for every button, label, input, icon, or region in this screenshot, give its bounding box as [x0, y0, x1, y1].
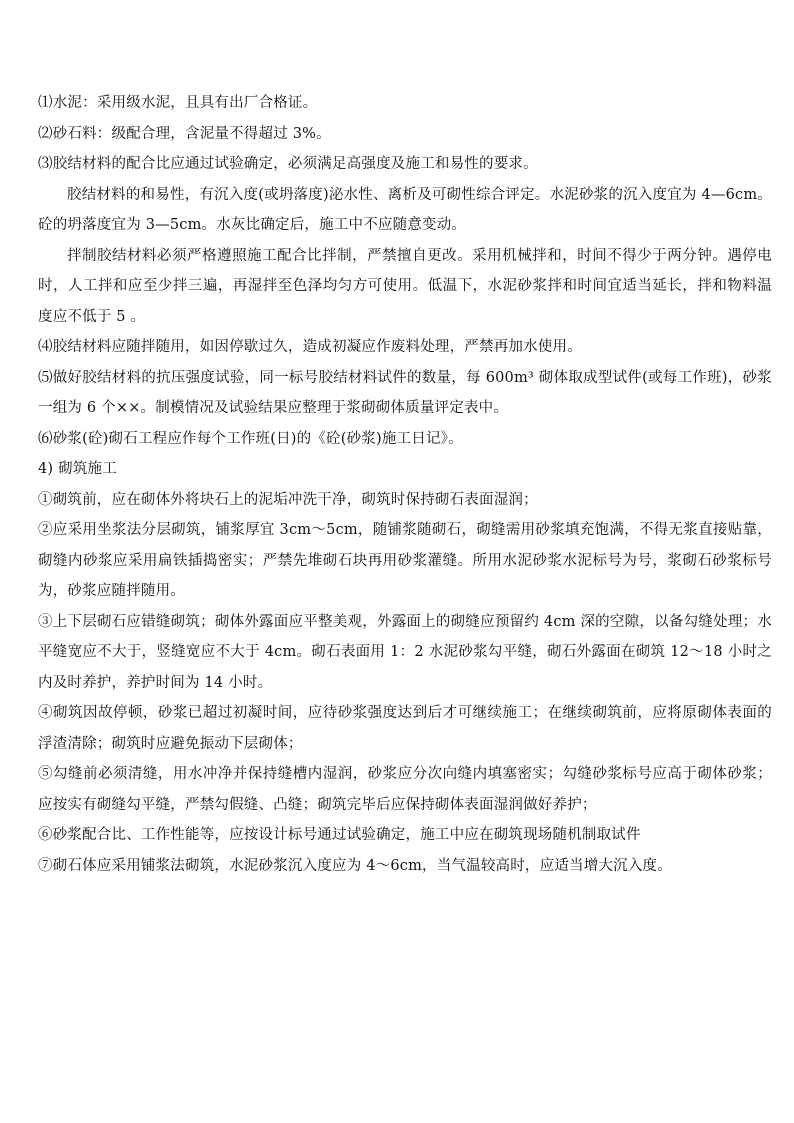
paragraph-use-immediately: ⑷胶结材料应随拌随用，如因停歇过久，造成初凝应作废料处理，严禁再加水使用。: [38, 339, 582, 355]
paragraph-strength-test: ⑸做好胶结材料的抗压强度试验，同一标号胶结材料试件的数量，每 600m³ 砌体取成型试件(或每工作班)，砂浆一组为 6 个××。制模情况及试验结果应整理于浆砌砌体质量评定表中。: [38, 369, 772, 416]
document-body: [38, 88, 772, 881]
paragraph-construction-log: ⑹砂浆(砼)砌石工程应作每个工作班(日)的《砼(砂浆)施工日记》。: [38, 430, 463, 447]
paragraph-item-4: ④砌筑因故停顿，砂浆已超过初凝时间，应待砂浆强度达到后才可继续施工；在继续砌筑前，应将原砌体表面的浮渣清除；砌筑时应避免振动下层砌体；: [38, 705, 772, 752]
paragraph-cement: ⑴水泥：采用级水泥，且具有出厂合格证。: [38, 95, 318, 111]
section-heading-masonry: 4) 砌筑施工: [38, 461, 117, 477]
paragraph-item-6: ⑥砂浆配合比、工作性能等，应按设计标号通过试验确定，施工中应在砌筑现场随机制取试件: [38, 827, 641, 843]
paragraph-workability: 胶结材料的和易性，有沉入度(或坍落度)泌水性、离析及可砌性综合评定。水泥砂浆的沉入度宜为 4—6cm。砼的坍落度宜为 3—5cm。水灰比确定后，施工中不应随意变动。: [38, 186, 772, 233]
paragraph-item-2: ②应采用坐浆法分层砌筑，铺浆厚宜 3cm～5cm，随铺浆随砌石，砌缝需用砂浆填充饱满，不得无浆直接贴靠，砌缝内砂浆应采用扁铁插捣密实；严禁先堆砌石块再用砂浆灌缝。所用水泥砂浆水泥标号为号，浆砌石砂浆标号为，砂浆应随拌随用。: [38, 522, 772, 599]
paragraph-item-3: ③上下层砌石应错缝砌筑；砌体外露面应平整美观，外露面上的砌缝应预留约 4cm 深的空隙，以备勾缝处理；水平缝宽应不大于，竖缝宽应不大于 4cm。砌石表面用 1：2 水泥砂浆勾平缝，砌石外露面在砌筑 12～18 小时之内及时养护，养护时间为 14 小时。: [38, 613, 772, 691]
paragraph-sand-gravel: ⑵砂石料：级配合理，含泥量不得超过 3%。: [38, 125, 331, 142]
paragraph-item-7: ⑦砌石体应采用铺浆法砌筑，水泥砂浆沉入度应为 4～6cm，当气温较高时，应适当增大沉入度。: [38, 857, 672, 874]
paragraph-item-1: ①砌筑前，应在砌体外将块石上的泥垢冲洗干净，砌筑时保持砌石表面湿润；: [38, 491, 538, 508]
paragraph-mixing: 拌制胶结材料必须严格遵照施工配合比拌制，严禁擅自更改。采用机械拌和，时间不得少于两分钟。遇停电时，人工拌和应至少拌三遍，再湿拌至色泽均匀方可使用。低温下，水泥砂浆拌和时间宜适当延长，拌和物料温度应不低于 5 。: [38, 247, 772, 325]
paragraph-mix-ratio: ⑶胶结材料的配合比应通过试验确定，必须满足高强度及施工和易性的要求。: [38, 156, 538, 172]
paragraph-item-5: ⑤勾缝前必须清缝，用水冲净并保持缝槽内湿润，砂浆应分次向缝内填塞密实；勾缝砂浆标号应高于砌体砂浆；应按实有砌缝勾平缝，严禁勾假缝、凸缝；砌筑完毕后应保持砌体表面湿润做好养护；: [38, 766, 772, 813]
